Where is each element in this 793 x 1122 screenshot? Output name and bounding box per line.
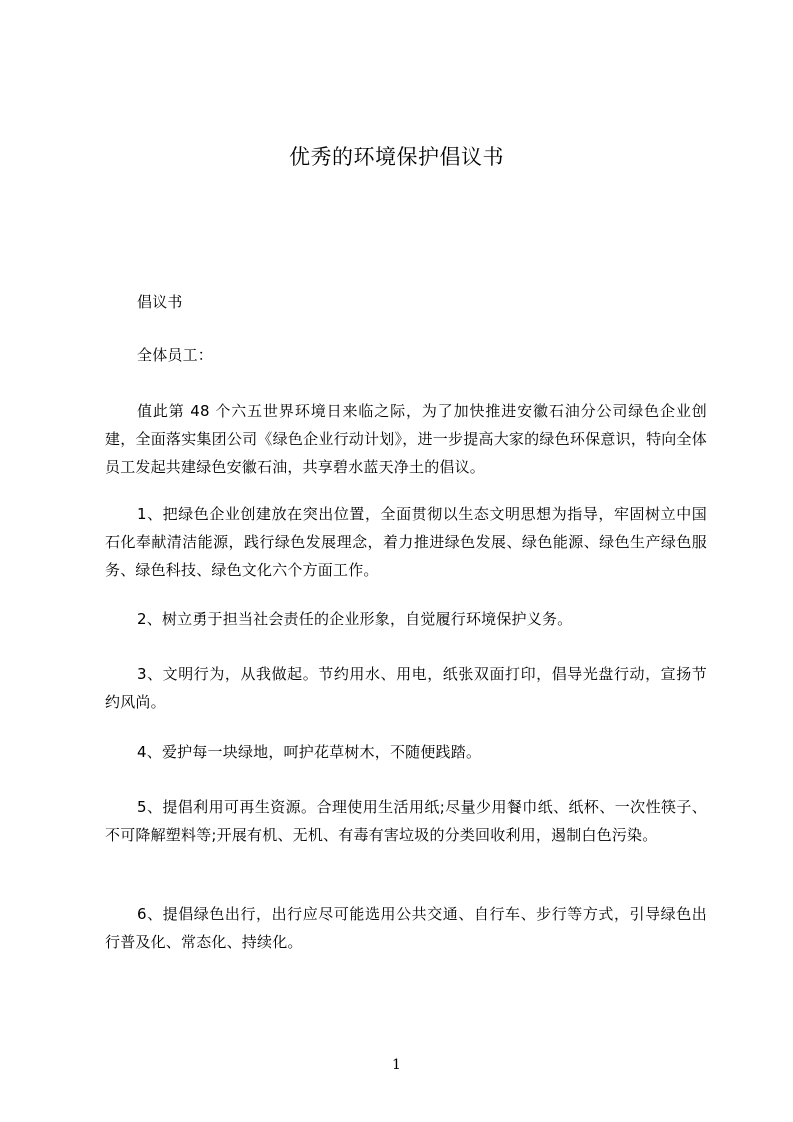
paragraph-item-2: 2、树立勇于担当社会责任的企业形象，自觉履行环境保护义务。	[137, 610, 573, 628]
paragraph-item-3: 3、文明行为，从我做起。节约用水、用电，纸张双面打印，倡导光盘行动，宣扬节约风尚。	[105, 665, 707, 711]
document-title: 优秀的环境保护倡议书	[289, 145, 504, 169]
page-number: 1	[392, 1057, 401, 1073]
paragraph-item-1: 1、把绿色企业创建放在突出位置，全面贯彻以生态文明思想为指导，牢固树立中国石化奉献清洁能源，践行绿色发展理念，着力推进绿色发展、绿色能源、绿色生产绿色服务、绿色科技、绿色文化六个方面工作。	[105, 505, 707, 579]
paragraph-item-4: 4、爱护每一块绿地，呵护花草树木，不随便践踏。	[137, 743, 482, 761]
paragraph-item-5: 5、提倡利用可再生资源。合理使用生活用纸;尽量少用餐巾纸、纸杯、一次性筷子、不可降解塑料等;开展有机、无机、有毒有害垃圾的分类回收利用，遏制白色污染。	[105, 798, 707, 844]
paragraph-item-6: 6、提倡绿色出行，出行应尽可能选用公共交通、自行车、步行等方式，引导绿色出行普及化、常态化、持续化。	[105, 905, 707, 951]
paragraph-intro: 值此第 48 个六五世界环境日来临之际，为了加快推进安徽石油分公司绿色企业创建，全面落实集团公司《绿色企业行动计划》，进一步提高大家的绿色环保意识，特向全体员工发起共建绿色安徽石油，共享碧水蓝天净土的倡议。	[105, 402, 707, 476]
paragraph-heading: 倡议书	[137, 293, 183, 311]
paragraph-salutation: 全体员工：	[137, 346, 214, 364]
